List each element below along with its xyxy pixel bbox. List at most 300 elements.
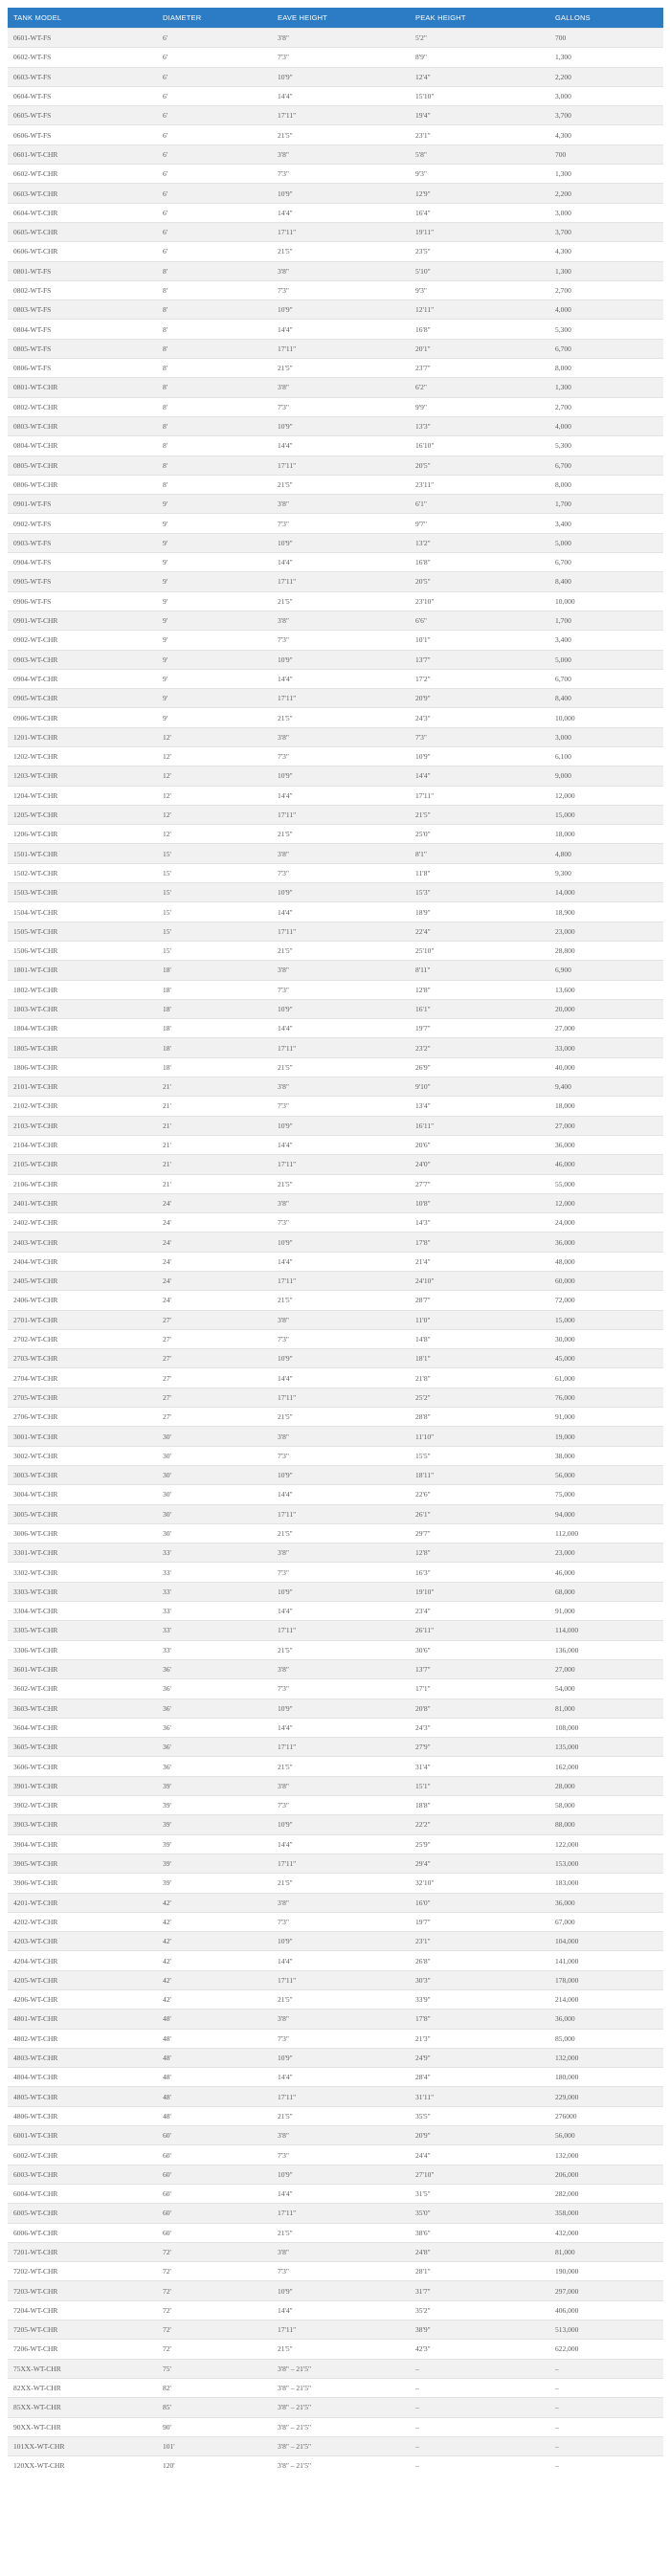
cell-eave-height: 7'3" xyxy=(272,514,410,533)
cell-tank-model: 7205-WT-CHR xyxy=(8,2321,157,2340)
cell-gallons: 24,000 xyxy=(549,1213,663,1232)
cell-gallons: 5,000 xyxy=(549,650,663,669)
cell-tank-model: 0906-WT-FS xyxy=(8,591,157,611)
cell-gallons: 91,000 xyxy=(549,1602,663,1621)
table-row xyxy=(8,1834,663,1854)
cell-diameter: 8' xyxy=(157,397,272,416)
cell-eave-height: 17'11" xyxy=(272,2321,410,2340)
cell-tank-model: 0603-WT-FS xyxy=(8,67,157,86)
header-gallons: GALLONS xyxy=(549,8,663,29)
table-row xyxy=(8,125,663,144)
cell-eave-height: 14'4" xyxy=(272,553,410,572)
cell-peak-height: 16'4" xyxy=(410,203,549,222)
cell-diameter: 36' xyxy=(157,1699,272,1718)
cell-gallons: 9,300 xyxy=(549,863,663,882)
cell-tank-model: 3305-WT-CHR xyxy=(8,1621,157,1640)
cell-gallons: 108,000 xyxy=(549,1718,663,1737)
cell-tank-model: 1802-WT-CHR xyxy=(8,980,157,999)
table-row xyxy=(8,2184,663,2203)
cell-diameter: 9' xyxy=(157,650,272,669)
cell-gallons: 700 xyxy=(549,144,663,164)
cell-eave-height: 7'3" xyxy=(272,2029,410,2048)
cell-tank-model: 1804-WT-CHR xyxy=(8,1019,157,1038)
table-row xyxy=(8,1349,663,1368)
cell-diameter: 36' xyxy=(157,1659,272,1678)
cell-gallons: 122,000 xyxy=(549,1834,663,1854)
cell-peak-height: 31'4" xyxy=(410,1757,549,1776)
cell-eave-height: 21'5" xyxy=(272,1057,410,1077)
cell-diameter: 30' xyxy=(157,1523,272,1543)
cell-peak-height: 25'0" xyxy=(410,825,549,844)
cell-tank-model: 2106-WT-CHR xyxy=(8,1174,157,1193)
cell-eave-height: 7'3" xyxy=(272,280,410,300)
cell-diameter: 39' xyxy=(157,1834,272,1854)
cell-diameter: 48' xyxy=(157,2048,272,2067)
cell-eave-height: 14'4" xyxy=(272,1135,410,1154)
table-row xyxy=(8,1970,663,1989)
table-row xyxy=(8,2378,663,2397)
cell-tank-model: 2704-WT-CHR xyxy=(8,1368,157,1388)
cell-gallons: – xyxy=(549,2436,663,2455)
table-row xyxy=(8,184,663,203)
cell-diameter: 48' xyxy=(157,2010,272,2029)
cell-eave-height: 3'8" – 21'5" xyxy=(272,2378,410,2397)
cell-gallons: 8,000 xyxy=(549,475,663,494)
cell-diameter: 42' xyxy=(157,1989,272,2009)
table-row xyxy=(8,902,663,922)
cell-peak-height: 9'10" xyxy=(410,1077,549,1097)
cell-eave-height: 21'5" xyxy=(272,1757,410,1776)
cell-diameter: 15' xyxy=(157,922,272,941)
cell-gallons: 38,000 xyxy=(549,1446,663,1465)
table-row xyxy=(8,2436,663,2455)
cell-tank-model: 1505-WT-CHR xyxy=(8,922,157,941)
table-row xyxy=(8,1874,663,1893)
cell-eave-height: 17'11" xyxy=(272,572,410,591)
cell-tank-model: 2104-WT-CHR xyxy=(8,1135,157,1154)
cell-eave-height: 21'5" xyxy=(272,1874,410,1893)
cell-peak-height: 18'11" xyxy=(410,1465,549,1484)
cell-gallons: 5,000 xyxy=(549,533,663,552)
cell-peak-height: 8'1" xyxy=(410,844,549,863)
cell-peak-height: 25'2" xyxy=(410,1388,549,1407)
cell-eave-height: 17'11" xyxy=(272,339,410,358)
cell-peak-height: 23'11" xyxy=(410,475,549,494)
cell-peak-height: 10'9" xyxy=(410,746,549,766)
cell-tank-model: 0802-WT-CHR xyxy=(8,397,157,416)
table-row xyxy=(8,320,663,339)
cell-gallons: 14,000 xyxy=(549,883,663,902)
cell-gallons: 3,700 xyxy=(549,106,663,125)
cell-tank-model: 0604-WT-CHR xyxy=(8,203,157,222)
cell-tank-model: 1504-WT-CHR xyxy=(8,902,157,922)
cell-gallons: 190,000 xyxy=(549,2262,663,2281)
cell-diameter: 39' xyxy=(157,1874,272,1893)
cell-eave-height: 17'11" xyxy=(272,1621,410,1640)
cell-eave-height: 17'11" xyxy=(272,1388,410,1407)
cell-tank-model: 4803-WT-CHR xyxy=(8,2048,157,2067)
cell-peak-height: 21'4" xyxy=(410,1252,549,1271)
cell-diameter: 6' xyxy=(157,203,272,222)
header-tank-model: TANK MODEL xyxy=(8,8,157,29)
table-row xyxy=(8,1932,663,1951)
cell-eave-height: 3'8" xyxy=(272,378,410,397)
cell-eave-height: 7'3" xyxy=(272,980,410,999)
cell-gallons: 18,000 xyxy=(549,825,663,844)
table-row xyxy=(8,1699,663,1718)
table-row xyxy=(8,1329,663,1348)
cell-gallons: – xyxy=(549,2398,663,2417)
cell-peak-height: 5'8" xyxy=(410,144,549,164)
table-row xyxy=(8,1504,663,1523)
cell-gallons: 67,000 xyxy=(549,1912,663,1931)
cell-eave-height: 21'5" xyxy=(272,1291,410,1310)
cell-peak-height: 18'1" xyxy=(410,1349,549,1368)
table-row xyxy=(8,2398,663,2417)
cell-eave-height: 14'4" xyxy=(272,436,410,455)
table-row xyxy=(8,1543,663,1563)
cell-diameter: 75' xyxy=(157,2359,272,2378)
cell-tank-model: 0805-WT-FS xyxy=(8,339,157,358)
cell-tank-model: 0603-WT-CHR xyxy=(8,184,157,203)
cell-eave-height: 21'5" xyxy=(272,2223,410,2242)
cell-gallons: 2,200 xyxy=(549,184,663,203)
table-row xyxy=(8,825,663,844)
cell-tank-model: 3606-WT-CHR xyxy=(8,1757,157,1776)
table-row xyxy=(8,766,663,786)
table-row xyxy=(8,1582,663,1601)
cell-tank-model: 0801-WT-CHR xyxy=(8,378,157,397)
cell-tank-model: 6001-WT-CHR xyxy=(8,2126,157,2145)
cell-diameter: 6' xyxy=(157,242,272,261)
cell-tank-model: 1803-WT-CHR xyxy=(8,999,157,1018)
cell-gallons: 3,000 xyxy=(549,727,663,746)
cell-gallons: 1,300 xyxy=(549,165,663,184)
cell-diameter: 42' xyxy=(157,1951,272,1970)
cell-eave-height: 21'5" xyxy=(272,1408,410,1427)
table-row xyxy=(8,941,663,960)
table-row xyxy=(8,2106,663,2125)
cell-tank-model: 7204-WT-CHR xyxy=(8,2300,157,2320)
cell-tank-model: 0806-WT-FS xyxy=(8,359,157,378)
cell-peak-height: 15'1" xyxy=(410,1776,549,1795)
table-row xyxy=(8,1310,663,1329)
cell-eave-height: 17'11" xyxy=(272,1038,410,1057)
cell-peak-height: 31'5" xyxy=(410,2184,549,2203)
cell-tank-model: 1206-WT-CHR xyxy=(8,825,157,844)
cell-diameter: 15' xyxy=(157,941,272,960)
cell-gallons: 13,600 xyxy=(549,980,663,999)
cell-gallons: 2,200 xyxy=(549,67,663,86)
cell-diameter: 6' xyxy=(157,222,272,241)
cell-tank-model: 3005-WT-CHR xyxy=(8,1504,157,1523)
cell-gallons: 27,000 xyxy=(549,1116,663,1135)
cell-peak-height: 20'5" xyxy=(410,572,549,591)
cell-peak-height: 22'4" xyxy=(410,922,549,941)
cell-eave-height: 3'8" xyxy=(272,1310,410,1329)
cell-peak-height: 6'2" xyxy=(410,378,549,397)
cell-eave-height: 7'3" xyxy=(272,1097,410,1116)
cell-peak-height: 28'7" xyxy=(410,1291,549,1310)
cell-diameter: 24' xyxy=(157,1193,272,1212)
cell-peak-height: 18'9" xyxy=(410,902,549,922)
header-eave-height: EAVE HEIGHT xyxy=(272,8,410,29)
cell-diameter: 9' xyxy=(157,553,272,572)
cell-gallons: 55,000 xyxy=(549,1174,663,1193)
cell-diameter: 33' xyxy=(157,1543,272,1563)
cell-tank-model: 3903-WT-CHR xyxy=(8,1815,157,1834)
cell-diameter: 72' xyxy=(157,2281,272,2300)
table-row xyxy=(8,727,663,746)
cell-peak-height: 14'8" xyxy=(410,1329,549,1348)
cell-diameter: 30' xyxy=(157,1446,272,1465)
cell-diameter: 42' xyxy=(157,1912,272,1931)
cell-eave-height: 10'9" xyxy=(272,416,410,435)
cell-gallons: 114,000 xyxy=(549,1621,663,1640)
cell-diameter: 8' xyxy=(157,300,272,320)
cell-gallons: 183,000 xyxy=(549,1874,663,1893)
cell-peak-height: 13'2" xyxy=(410,533,549,552)
cell-diameter: 9' xyxy=(157,669,272,688)
cell-eave-height: 17'11" xyxy=(272,1504,410,1523)
table-row xyxy=(8,2321,663,2340)
cell-peak-height: 13'7" xyxy=(410,650,549,669)
cell-diameter: 30' xyxy=(157,1485,272,1504)
cell-tank-model: 2703-WT-CHR xyxy=(8,1349,157,1368)
cell-gallons: 4,000 xyxy=(549,300,663,320)
cell-diameter: 9' xyxy=(157,611,272,630)
cell-diameter: 21' xyxy=(157,1097,272,1116)
cell-tank-model: 0803-WT-FS xyxy=(8,300,157,320)
cell-eave-height: 7'3" xyxy=(272,1446,410,1465)
table-row xyxy=(8,475,663,494)
cell-peak-height: 20'5" xyxy=(410,455,549,475)
cell-gallons: 6,100 xyxy=(549,746,663,766)
cell-diameter: 48' xyxy=(157,2068,272,2087)
cell-peak-height: 24'3" xyxy=(410,708,549,727)
cell-peak-height: 17'11" xyxy=(410,786,549,805)
cell-tank-model: 4804-WT-CHR xyxy=(8,2068,157,2087)
cell-diameter: 72' xyxy=(157,2340,272,2359)
table-row xyxy=(8,1659,663,1678)
cell-diameter: 12' xyxy=(157,727,272,746)
table-row xyxy=(8,1135,663,1154)
cell-tank-model: 0604-WT-FS xyxy=(8,86,157,105)
cell-tank-model: 3306-WT-CHR xyxy=(8,1640,157,1659)
cell-gallons: 132,000 xyxy=(549,2048,663,2067)
cell-eave-height: 10'9" xyxy=(272,533,410,552)
cell-gallons: 112,000 xyxy=(549,1523,663,1543)
cell-tank-model: 82XX-WT-CHR xyxy=(8,2378,157,2397)
cell-eave-height: 17'11" xyxy=(272,2087,410,2106)
cell-tank-model: 3601-WT-CHR xyxy=(8,1659,157,1678)
table-row xyxy=(8,863,663,882)
cell-eave-height: 21'5" xyxy=(272,475,410,494)
cell-eave-height: 14'4" xyxy=(272,1718,410,1737)
cell-diameter: 18' xyxy=(157,1019,272,1038)
cell-gallons: – xyxy=(549,2378,663,2397)
cell-gallons: 23,000 xyxy=(549,922,663,941)
cell-peak-height: 19'11" xyxy=(410,222,549,241)
cell-peak-height: 20'8" xyxy=(410,1699,549,1718)
cell-tank-model: 0902-WT-FS xyxy=(8,514,157,533)
cell-diameter: 8' xyxy=(157,455,272,475)
cell-diameter: 30' xyxy=(157,1427,272,1446)
cell-tank-model: 4204-WT-CHR xyxy=(8,1951,157,1970)
cell-gallons: 6,700 xyxy=(549,455,663,475)
cell-peak-height: 6'6" xyxy=(410,611,549,630)
cell-gallons: 36,000 xyxy=(549,2010,663,2029)
cell-eave-height: 10'9" xyxy=(272,300,410,320)
cell-gallons: 135,000 xyxy=(549,1738,663,1757)
cell-gallons: 27,000 xyxy=(549,1659,663,1678)
cell-gallons: 178,000 xyxy=(549,1970,663,1989)
table-row xyxy=(8,708,663,727)
cell-tank-model: 7202-WT-CHR xyxy=(8,2262,157,2281)
table-row xyxy=(8,48,663,67)
cell-gallons: 27,000 xyxy=(549,1019,663,1038)
header-peak-height: PEAK HEIGHT xyxy=(410,8,549,29)
table-row xyxy=(8,1193,663,1212)
cell-gallons: 85,000 xyxy=(549,2029,663,2048)
cell-tank-model: 3603-WT-CHR xyxy=(8,1699,157,1718)
cell-peak-height: 15'5" xyxy=(410,1446,549,1465)
cell-diameter: 30' xyxy=(157,1465,272,1484)
table-row xyxy=(8,669,663,688)
table-row xyxy=(8,1252,663,1271)
cell-tank-model: 3604-WT-CHR xyxy=(8,1718,157,1737)
cell-gallons: 4,800 xyxy=(549,844,663,863)
cell-tank-model: 0605-WT-FS xyxy=(8,106,157,125)
cell-eave-height: 7'3" xyxy=(272,165,410,184)
table-row xyxy=(8,242,663,261)
cell-gallons: 153,000 xyxy=(549,1854,663,1873)
cell-gallons: 206,000 xyxy=(549,2165,663,2184)
cell-gallons: 36,000 xyxy=(549,1893,663,1912)
cell-gallons: 700 xyxy=(549,29,663,48)
cell-peak-height: 19'10" xyxy=(410,1582,549,1601)
cell-peak-height: 24'9" xyxy=(410,2048,549,2067)
table-row xyxy=(8,1640,663,1659)
cell-eave-height: 7'3" xyxy=(272,48,410,67)
cell-eave-height: 7'3" xyxy=(272,1796,410,1815)
cell-diameter: 15' xyxy=(157,883,272,902)
cell-peak-height: 16'8" xyxy=(410,553,549,572)
cell-eave-height: 10'9" xyxy=(272,1349,410,1368)
cell-diameter: 33' xyxy=(157,1640,272,1659)
table-row xyxy=(8,203,663,222)
cell-eave-height: 21'5" xyxy=(272,125,410,144)
cell-peak-height: 9'9" xyxy=(410,397,549,416)
table-row xyxy=(8,1077,663,1097)
cell-gallons: 18,000 xyxy=(549,1097,663,1116)
cell-eave-height: 17'11" xyxy=(272,1272,410,1291)
table-row xyxy=(8,1038,663,1057)
cell-gallons: 136,000 xyxy=(549,1640,663,1659)
table-row xyxy=(8,1523,663,1543)
cell-tank-model: 7206-WT-CHR xyxy=(8,2340,157,2359)
cell-tank-model: 3003-WT-CHR xyxy=(8,1465,157,1484)
cell-diameter: 6' xyxy=(157,86,272,105)
cell-tank-model: 0801-WT-FS xyxy=(8,261,157,280)
cell-gallons: 3,400 xyxy=(549,631,663,650)
table-row xyxy=(8,2029,663,2048)
cell-gallons: 30,000 xyxy=(549,1329,663,1348)
table-row xyxy=(8,1796,663,1815)
table-row xyxy=(8,1465,663,1484)
table-row xyxy=(8,1408,663,1427)
cell-tank-model: 6006-WT-CHR xyxy=(8,2223,157,2242)
cell-peak-height: 23'10" xyxy=(410,591,549,611)
cell-gallons: 214,000 xyxy=(549,1989,663,2009)
table-row xyxy=(8,922,663,941)
cell-peak-height: 29'7" xyxy=(410,1523,549,1543)
cell-gallons: 622,000 xyxy=(549,2340,663,2359)
cell-gallons: – xyxy=(549,2417,663,2436)
cell-gallons: 76,000 xyxy=(549,1388,663,1407)
cell-tank-model: 1201-WT-CHR xyxy=(8,727,157,746)
cell-gallons: 162,000 xyxy=(549,1757,663,1776)
table-row xyxy=(8,1155,663,1174)
table-row xyxy=(8,165,663,184)
cell-eave-height: 14'4" xyxy=(272,786,410,805)
cell-diameter: 9' xyxy=(157,708,272,727)
table-row xyxy=(8,1019,663,1038)
cell-peak-height: 14'3" xyxy=(410,1213,549,1232)
cell-tank-model: 0602-WT-CHR xyxy=(8,165,157,184)
cell-gallons: – xyxy=(549,2359,663,2378)
cell-eave-height: 14'4" xyxy=(272,86,410,105)
cell-eave-height: 21'5" xyxy=(272,825,410,844)
cell-tank-model: 0605-WT-CHR xyxy=(8,222,157,241)
table-row xyxy=(8,514,663,533)
cell-diameter: 48' xyxy=(157,2087,272,2106)
cell-tank-model: 1506-WT-CHR xyxy=(8,941,157,960)
table-row xyxy=(8,1291,663,1310)
cell-eave-height: 3'8" xyxy=(272,961,410,980)
cell-eave-height: 14'4" xyxy=(272,1252,410,1271)
table-row xyxy=(8,2204,663,2223)
cell-peak-height: 5'10" xyxy=(410,261,549,280)
cell-tank-model: 2103-WT-CHR xyxy=(8,1116,157,1135)
cell-diameter: 6' xyxy=(157,125,272,144)
cell-tank-model: 3006-WT-CHR xyxy=(8,1523,157,1543)
cell-diameter: 60' xyxy=(157,2184,272,2203)
cell-peak-height: 15'10" xyxy=(410,86,549,105)
cell-peak-height: 26'9" xyxy=(410,1057,549,1077)
cell-gallons: 358,000 xyxy=(549,2204,663,2223)
cell-diameter: 9' xyxy=(157,572,272,591)
cell-tank-model: 1205-WT-CHR xyxy=(8,805,157,824)
cell-peak-height: 28'8" xyxy=(410,1408,549,1427)
cell-gallons: 54,000 xyxy=(549,1679,663,1699)
cell-eave-height: 7'3" xyxy=(272,631,410,650)
cell-tank-model: 4202-WT-CHR xyxy=(8,1912,157,1931)
table-row xyxy=(8,2165,663,2184)
table-row xyxy=(8,1679,663,1699)
table-row xyxy=(8,1097,663,1116)
table-row xyxy=(8,572,663,591)
table-row xyxy=(8,300,663,320)
cell-tank-model: 3301-WT-CHR xyxy=(8,1543,157,1563)
cell-tank-model: 1502-WT-CHR xyxy=(8,863,157,882)
cell-gallons: 6,700 xyxy=(549,339,663,358)
cell-peak-height: 16'3" xyxy=(410,1563,549,1582)
cell-diameter: 39' xyxy=(157,1796,272,1815)
cell-gallons: 46,000 xyxy=(549,1155,663,1174)
cell-diameter: 6' xyxy=(157,67,272,86)
cell-eave-height: 14'4" xyxy=(272,1602,410,1621)
